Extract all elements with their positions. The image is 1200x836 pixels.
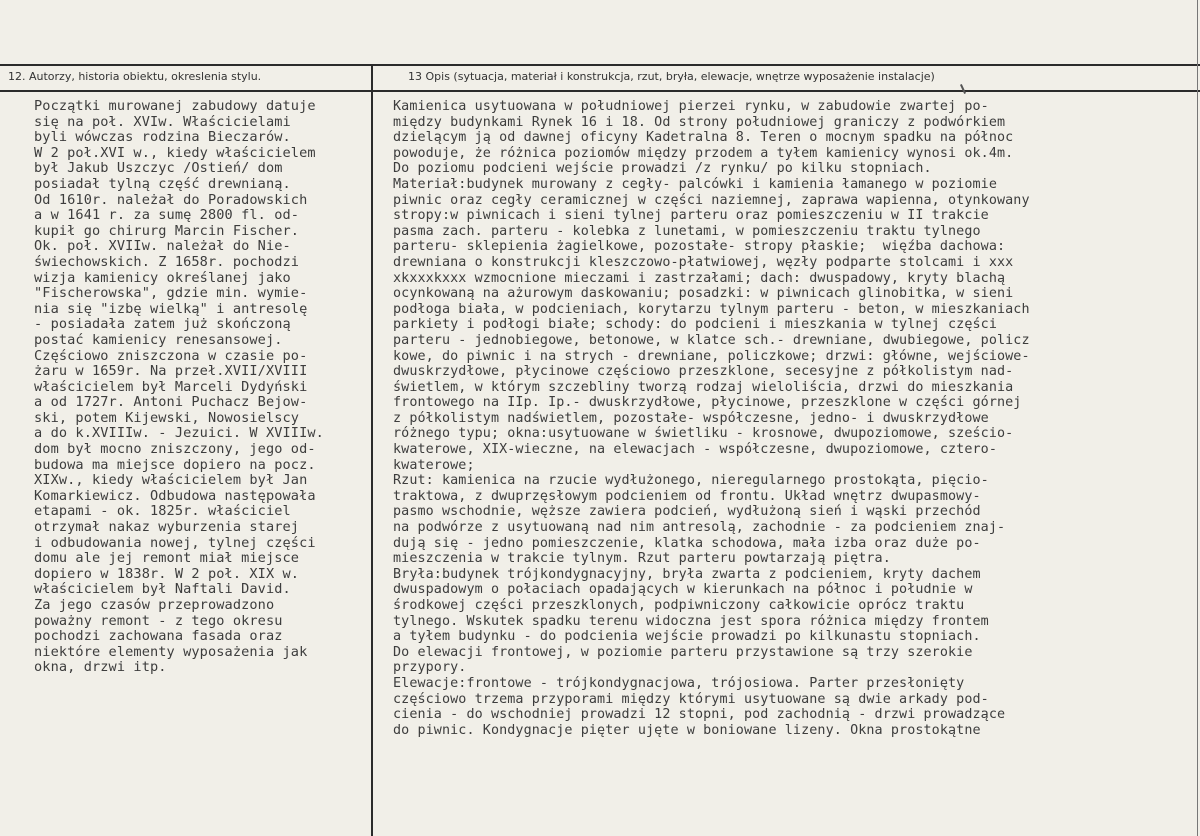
text-line: domu ale jej remont miał miejsce (34, 550, 300, 567)
text-line: stropy:w piwnicach i sieni tylnej parteru oraz pomieszczeniu w II trakcie (393, 208, 989, 224)
description-text-column (393, 99, 1193, 738)
text-line: Od 1610r. należał do Poradowskich (34, 191, 308, 208)
text-line: Początki murowanej zabudowy datuje (34, 98, 316, 114)
text-line: był Jakub Uszczyc /Ostień/ dom (34, 160, 283, 177)
text-line: podłoga biała, w podcieniach, korytarzu tylnym parteru - beton, w mieszkaniach (393, 301, 1030, 317)
history-text-column (34, 99, 368, 676)
text-line: dują się - jedno pomieszczenie, klatka schodowa, mała izba oraz duże po- (393, 535, 981, 551)
text-line: Częściowo zniszczona w czasie po- (34, 347, 308, 364)
text-line: ocynkowaną na ażurowym daskowaniu; posadzki: w piwnicach glinobitka, w sieni (393, 286, 1014, 302)
text-line: wizja kamienicy określanej jako (34, 269, 291, 286)
text-line: dom był mocno zniszczony, jego od- (34, 441, 316, 458)
text-line: Ok. poł. XVIIw. należał do Nie- (34, 238, 291, 255)
text-line: pasmo wschodnie, węższe zawiera podcień, wydłużoną sień i wąski przechód (393, 504, 981, 520)
text-line: powoduje, że różnica poziomów między przodem a tyłem kamienicy wynosi ok.4m. (393, 145, 1014, 161)
text-line: a tyłem budynku - do podcienia wejście prowadzi po kilkunastu stopniach. (393, 629, 981, 645)
text-line: Kamienica usytuowana w południowej pierzei rynku, w zabudowie zwartej po- (393, 99, 989, 114)
text-line: pochodzi zachowana fasada oraz (34, 628, 283, 645)
header-rule (0, 90, 1200, 92)
text-line: parteru - jednobiegowe, betonowe, w klatce sch.- drewniane, dwubiegowe, policz (393, 332, 1030, 348)
text-line: Do poziomu podcieni wejście prowadzi /z rynku/ po kilku stopniach. (393, 161, 932, 177)
text-line: świetlem, w którym szczebliny tworzą rodzaj wieloliścia, drzwi do mieszkania (393, 379, 1014, 395)
text-line: z półkolistym nadświetlem, pozostałe- współczesne, jedno- i dwuskrzydłowe (393, 410, 989, 426)
text-line: poważny remont - z tego okresu (34, 612, 283, 629)
text-line: się na poł. XVIw. Właścicielami (34, 113, 291, 130)
text-line: - posiadała zatem już skończoną (34, 316, 291, 333)
column-divider (371, 64, 373, 836)
text-line: i odbudowania nowej, tylnej części (34, 534, 316, 551)
text-line: a w 1641 r. za sumę 2800 fl. od- (34, 207, 300, 224)
text-line: byli wówczas rodzina Bieczarów. (34, 129, 291, 146)
text-line: przypory. (393, 660, 467, 676)
text-line: środkowej części przeszklonych, podpiwniczony całkowicie oprócz traktu (393, 598, 965, 613)
text-line: Komarkiewicz. Odbudowa następowała (34, 487, 316, 504)
right-section-header: 13 Opis (sytuacja, materiał i konstrukcja, rzut, bryła, elewacje, wnętrze wyposażenie instalacje) (408, 70, 935, 83)
text-line: między budynkami Rynek 16 i 18. Od strony południowej graniczy z podwórkiem (393, 114, 1006, 130)
text-line: Materiał:budynek murowany z cegły- palcówki i kamienia łamanego w poziomie (393, 176, 997, 192)
text-line: piwnic oraz cegły ceramicznej w części naziemnej, zaprawa wapienna, otynkowany (393, 192, 1030, 208)
text-line: frontowego na IIp. Ip.- dwuskrzydłowe, płycinowe, przeszklone w części górnej (393, 395, 1022, 411)
text-line: a do k.XVIIIw. - Jezuici. W XVIIIw. (34, 425, 324, 442)
text-line: budowa ma miejsce dopiero na pocz. (34, 456, 316, 473)
text-line: parkiety i podłogi białe; schody: do podcieni i mieszkania w tylnej części (393, 317, 997, 333)
left-section-header: 12. Autorzy, historia obiektu, okreslenia stylu. (8, 70, 262, 83)
text-line: mieszczenia w trakcie tylnym. Rzut parteru powtarzają piętra. (393, 551, 891, 567)
text-line: xkxxxkxxx wzmocnione mieczami i zastrzałami; dach: dwuspadowy, kryty blachą (393, 270, 1006, 286)
text-line: dwuskrzydłowe, płycinowe częściowo przeszklone, secesyjne z półkolistym nad- (393, 364, 1014, 380)
text-line: niektóre elementy wyposażenia jak (34, 643, 308, 660)
text-line: różnego typu; okna:usytuowane w świetliku - krosnowe, dwupoziomowe, sześcio- (393, 426, 1014, 442)
text-line: kowe, do piwnic i na strych - drewniane, policzkowe; drzwi: główne, wejściowe- (393, 348, 1030, 364)
text-line: dopiero w 1838r. W 2 poł. XIX w. (34, 565, 300, 582)
text-line: Za jego czasów przeprowadzono (34, 597, 275, 613)
text-line: parteru- sklepienia żagielkowe, pozostałe- stropy płaskie; więźba dachowa: (393, 239, 1006, 255)
text-line: posiadał tylną część drewnianą. (34, 175, 291, 192)
text-line: etapami - ok. 1825r. właściciel (34, 503, 291, 520)
text-line: traktowa, z dwuprzęsłowym podcieniem od frontu. Układ wnętrz dwupasmowy- (393, 488, 981, 504)
text-line: "Fischerowska", gdzie min. wymie- (34, 285, 308, 302)
text-line: Elewacje:frontowe - trójkondygnacjowa, trójosiowa. Parter przesłonięty (393, 675, 965, 691)
text-line: a od 1727r. Antoni Puchacz Bejow- (34, 394, 308, 411)
text-line: pasma zach. parteru - kolebka z lunetami, w pomieszczeniu traktu tylnego (393, 223, 981, 239)
text-line: Rzut: kamienica na rzucie wydłużonego, nieregularnego prostokąta, pięcio- (393, 473, 989, 489)
text-line: XIXw., kiedy właścicielem był Jan (34, 472, 308, 489)
pen-mark (960, 84, 966, 94)
text-line: Do elewacji frontowej, w poziomie parteru przystawione są trzy szerokie (393, 644, 973, 660)
text-line: drewniana o konstrukcji kleszczowo-płatwiowej, węzły podparte stolcami i xxx (393, 254, 1014, 270)
page-edge (1197, 0, 1198, 836)
text-line: nia się "izbę wielką" i antresolę (34, 300, 308, 317)
text-line: żaru w 1659r. Na przeł.XVII/XVIII (34, 363, 308, 380)
top-rule (0, 64, 1200, 66)
text-line: częściowo trzema przyporami między którymi usytuowane są dwie arkady pod- (393, 691, 989, 707)
text-line: do piwnic. Kondygnacje pięter ujęte w boniowane lizeny. Okna prostokątne (393, 722, 981, 738)
text-line: ski, potem Kijewski, Nowosielscy (34, 409, 300, 426)
text-line: kupił go chirurg Marcin Fischer. (34, 222, 300, 239)
text-line: postać kamienicy renesansowej. (34, 331, 283, 348)
text-line: dwuspadowym o połaciach opadających w kierunkach na północ i południe w (393, 582, 973, 598)
text-line: cienia - do wschodniej prowadzi 12 stopni, pod zachodnią - drzwi prowadzące (393, 707, 1006, 723)
text-line: Bryła:budynek trójkondygnacyjny, bryła zwarta z podcieniem, kryty dachem (393, 566, 981, 582)
text-line: kwaterowe, XIX-wieczne, na elewacjach - współczesne, dwupoziomowe, cztero- (393, 442, 997, 458)
text-line: dzielącym ją od dawnej oficyny Kadetralna 8. Teren o mocnym spadku na północ (393, 130, 1014, 146)
text-line: właścicielem był Marceli Dydyński (34, 378, 308, 395)
text-line: W 2 poł.XVI w., kiedy właścicielem (34, 144, 316, 161)
text-line: na podwórze z usytuowaną nad nim antresolą, zachodnie - za podcieniem znaj- (393, 520, 1006, 536)
text-line: okna, drzwi itp. (34, 659, 167, 676)
text-line: kwaterowe; (393, 457, 475, 473)
text-line: właścicielem był Naftali David. (34, 581, 291, 598)
text-line: tylnego. Wskutek spadku terenu widoczna jest spora różnica między frontem (393, 613, 989, 629)
text-line: świechowskich. Z 1658r. pochodzi (34, 253, 300, 270)
text-line: otrzymał nakaz wyburzenia starej (34, 519, 300, 536)
